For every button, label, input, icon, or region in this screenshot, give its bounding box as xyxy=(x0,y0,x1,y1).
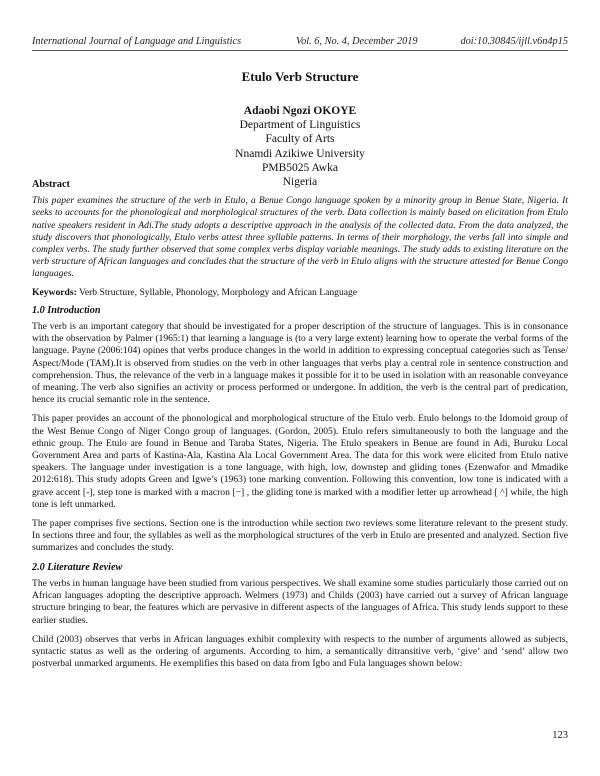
abstract-text: This paper examines the structure of the verb in Etulo, a Benue Congo language spoken by a minority group in Benue State, Nigeria. It seeks to accounts for the phonological and morphological structures of the verb. Data collection is mainly based on elicitation from Etulo native speakers resident in Adi.The study adopts a descriptive approach in the analysis of the collected data. From the data analyzed, the study discovers that phonologically, Etulo verbs attest three syllable patterns. In terms of their morphology, the verbs fall into simple and complex verbs. The study further observed that some complex verbs display variable meanings. The study adds to existing literature on the verb structure of African languages and concludes that the structure of the verb in Etulo aligns with the structure attested for Benue Congo languages. xyxy=(32,195,568,280)
author-department: Department of Linguistics xyxy=(239,119,361,132)
header-rule xyxy=(32,50,568,51)
intro-paragraph-1: The verb is an important category that should be investigated for a proper description of the structure of languages. This is in consonance with the observation by Palmer (1965:1) that learning a language is (to a very large extent) learning how to operate the verbal forms of the language. Payne (2006:104) opines that verbs produce changes in the world in addition to expressing conceptual categories such as Tense/ Aspect/Mode (TAM).It is observed from studies on the verb in other languages that verbs play a central role in sentence construction and comprehension. Thus, the relevance of the verb in a language makes it possible for it to be used in isolation with an reasonable conveyance of meaning. The verb also signifies an activity or process performed or undergone. In addition, the verb is the central part of predication, hence its crucial semantic role in the sentence. xyxy=(32,321,568,406)
keywords-text: Verb Structure, Syllable, Phonology, Morphology and African Language xyxy=(76,286,358,298)
author-university: Nnamdi Azikiwe University xyxy=(235,147,365,160)
lit-paragraph-2: Child (2003) observes that verbs in African languages exhibit complexity with respects to the number of arguments allowed as subjects, syntactic status as well as the ordering of arguments. According to him, a semantically ditransitive verb, ‘give’ and ‘send’ allow two postverbal unmarked arguments. He exemplifies this based on data from Igbo and Fula languages shown below: xyxy=(32,633,568,670)
doi: doi:10.30845/ijll.v6n4p15 xyxy=(460,36,568,47)
author-name: Adaobi Ngozi OKOYE xyxy=(243,105,357,117)
intro-heading: 1.0 Introduction xyxy=(32,304,101,316)
author-faculty: Faculty of Arts xyxy=(265,133,335,146)
paper-body xyxy=(32,179,568,677)
author-country: Nigeria xyxy=(282,176,318,189)
page-number: 123 xyxy=(552,730,568,741)
keywords xyxy=(32,287,568,299)
journal-name: International Journal of Language and Linguistics xyxy=(32,36,242,47)
abstract-heading: Abstract xyxy=(32,179,70,190)
issue-info: Vol. 6, No. 4, December 2019 xyxy=(296,36,418,47)
intro-paragraph-2: This paper provides an account of the phonological and morphological structure of the Etulo verb. Etulo belongs to the Idomoid group of the West Benue Congo of Niger Congo group of languages. (Gordon, 2005). Etulo refers simultaneously to both the language and the ethnic group. The Etulo are found in Benue and Taraba States, Nigeria. The Etulo speakers in Benue are found in Adi, Buruku Local Government Area and parts of Kastina-Ala, Kastina Ala Local Government Area. The data for this work were elicited from Etulo native speakers. The language under investigation is a tone language, with high, low, downstep and gliding tones (Ezenwafor and Mmadike 2012:618). This study adopts Green and Igwe’s (1963) tone marking convention. Following this convention, low tone is indicated with a grave accent [-], step tone is marked with a macron [−] , the gliding tone is marked with a modifier letter up arrowhead [ ^] while, the high tone is left unmarked. xyxy=(32,413,568,510)
author-address: PMB5025 Awka xyxy=(262,161,338,174)
keywords-label: Keywords: xyxy=(32,286,77,298)
paper-title: Etulo Verb Structure xyxy=(241,69,359,84)
lit-review-heading: 2.0 Literature Review xyxy=(32,561,123,573)
author-block xyxy=(0,104,600,189)
intro-paragraph-3: The paper comprises five sections. Section one is the introduction while section two reviews some literature relevant to the present study. In sections three and four, the syllables as well as the morphological structures of the verb in Etulo are presented and analyzed. Section five summarizes and concludes the study. xyxy=(32,518,568,554)
lit-paragraph-1: The verbs in human language have been studied from various perspectives. We shall examine some studies particularly those carried out on African languages adopting the descriptive approach. Welmers (1973) and Childs (2003) have carried out a survey of African language structure bringing to bear, the features which are pervasive in different aspects of the languages of Africa. This study lends support to these earlier studies. xyxy=(32,577,568,626)
